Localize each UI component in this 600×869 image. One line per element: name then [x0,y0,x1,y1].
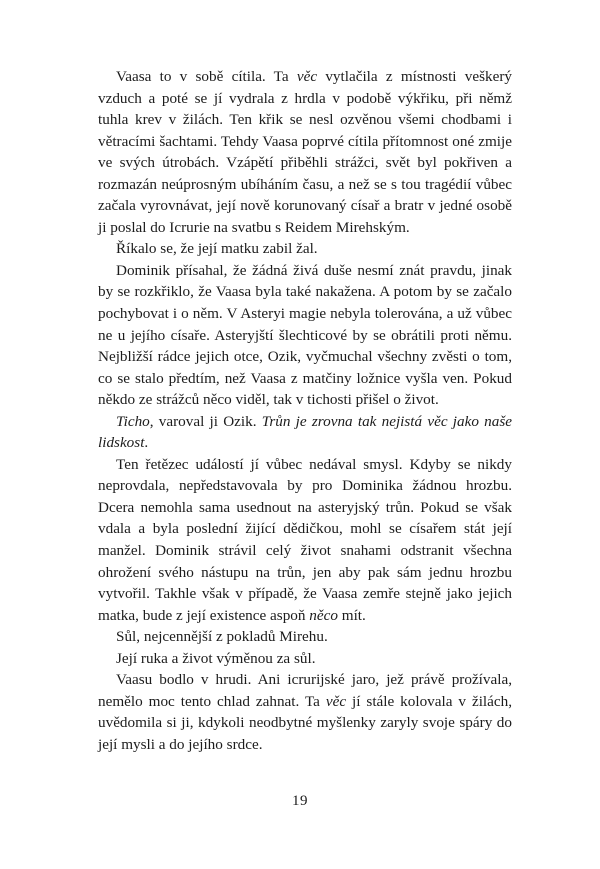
text-run: vytlačila z místnosti veškerý vzduch a poté se jí vydrala z hrdla v podobě výkřiku, při němž tuhla krev v žilách. Ten křik se nesl ozvěnou všemi chodbami i větracími šachtami. Tehdy Vaasa poprvé cítila přítomnost oné zmije ve svých útrobách. Vzápětí přiběhli strážci, svět byl pokřiven a rozmazán neúprosným ubíháním času, a než se s tou tragédií vůbec začala vyrovnávat, její nově korunovaný císař a bratr v jedné osobě ji poslal do Icrurie na svatbu s Reidem Mirehským. [98,68,512,236]
page-number: 19 [292,793,308,809]
paragraph [98,66,512,238]
italic-text: věc [296,68,318,85]
italic-text: něco [309,606,338,624]
text-run: Ten řetězec událostí jí vůbec nedával smysl. Kdyby se nikdy neprovdala, nepředstavovala by pro Dominika žádnou hrozbu. Dcera nemohla sama usednout na asteryjský trůn. Pokud se však vdala a byla poslední žijící dědičkou, mohl se císařem stát její manžel. Dominik strávil celý život snahami odstranit všechna ohrožení svého nástupu na trůn, jen aby pak sám jednu hrozbu vytvořil. Takhle však v případě, že Vaasa zemře stejně jako jejich matka, bude z její existence aspoň [98,455,512,624]
paragraph [98,411,512,454]
italic-text: Ticho [116,412,150,430]
italic-text: věc [325,692,347,710]
text-run: jí stále kolovala v žilách, uvědomila si ji, kdykoli neodbytné myšlenky zaryly svoje spáry do její mysli a do jejího srdce. [98,692,513,753]
text-run: Dominik přísahal, že žádná živá duše nesmí znát pravdu, jinak by se rozkřiklo, že Vaasa byla také nakažena. A potom by se začalo pochybovat i o něm. V Asteryi magie nebyla tolerována, a už vůbec ne u jejího císaře. Asteryjští šlechticové by se obrátili proti němu. Nejbližší rádce jejich otce, Ozik, vyčmuchal všechny zvěsti o tom, co se stalo předtím, než Vaasa z matčiny ložnice vyšla ven. Pokud někdo ze strážců něco viděl, tak v tichosti přišel o život. [98,261,512,409]
text-run: Vaasa to v sobě cítila. Ta [116,68,297,85]
paragraph [98,260,512,411]
text-run: Vaasu bodlo v hrudi. Ani icrurijské jaro, jež právě prožívala, nemělo moc tento chlad zahnat. Ta [98,671,512,710]
text-run: , varoval ji Ozik. [149,412,262,430]
paragraph [98,238,512,260]
paragraph [98,454,512,626]
italic-text: Trůn je zrovna tak nejistá věc jako naše lidskost [98,412,512,452]
paragraph [98,648,512,670]
paragraph [98,669,512,755]
text-run: Sůl, nejcennější z pokladů Mirehu. [116,628,328,646]
paragraph [98,626,512,648]
text-run: Její ruka a život výměnou za sůl. [116,649,316,667]
body-text [98,66,512,756]
text-run: Říkalo se, že její matku zabil žal. [116,240,318,258]
text-run: . [144,434,149,452]
text-run: mít. [337,606,366,624]
